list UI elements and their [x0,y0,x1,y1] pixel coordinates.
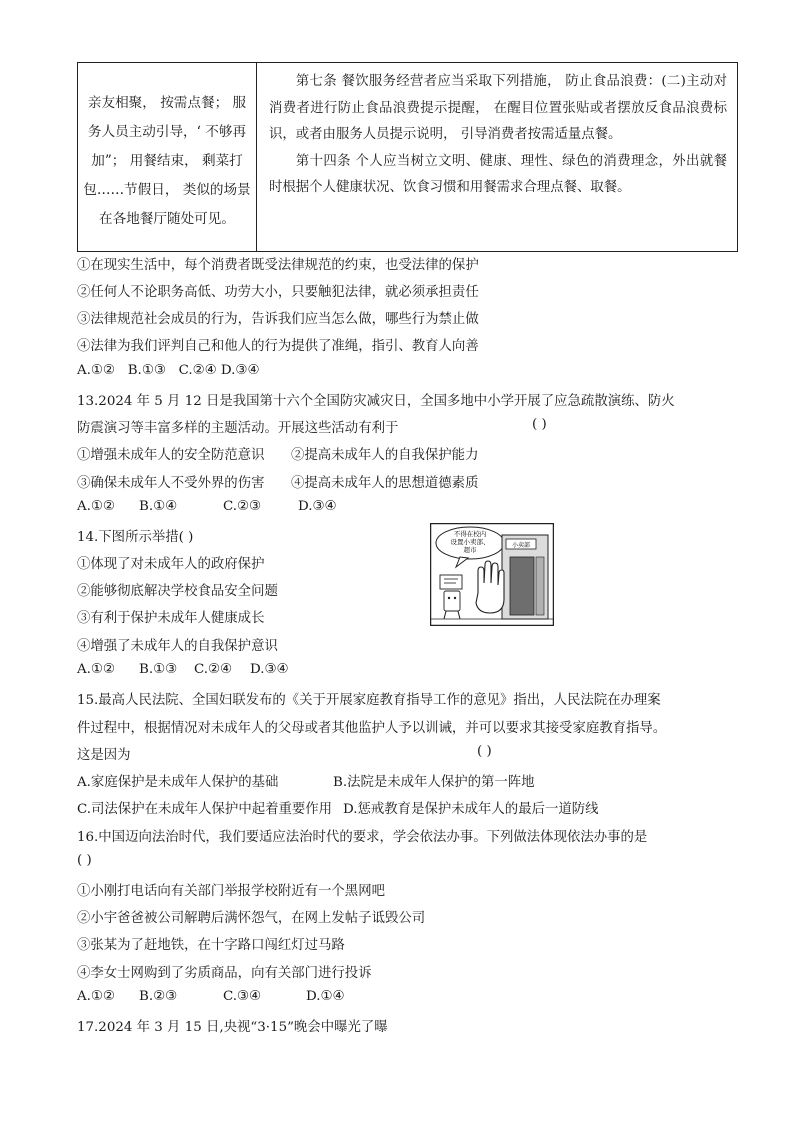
intro-scene-line: 在各地餐厅随处可见。 [99,211,235,227]
q16-stem-line-1: 16.中国迈向法治时代，我们要适应法治时代的要求，学会依法办事。下列做法体现依法办事的是 [77,830,648,845]
q14-option-3: ③有利于保护未成年人健康成长 [77,611,265,626]
q15-choice-d[interactable]: D.惩戒教育是保护未成年人的最后一道防线 [343,802,599,817]
q16-option-2: ②小宇爸爸被公司解聘后满怀怨气，在网上发帖子诋毁公司 [77,911,426,926]
q16-choice-d[interactable]: D.①④ [306,989,345,1004]
q16-choice-a[interactable]: A.①② [77,989,115,1004]
intro-scene-line: 亲友相聚， 按需点餐； 服 [87,95,247,111]
q12-choices [77,363,259,378]
q12-option-3: ③法律规范社会成员的行为，告诉我们应当怎么做，哪些行为禁止做 [77,312,479,327]
q13-stem-line-2: 防震演习等丰富多样的主题活动。开展这些活动有利于 [77,421,399,436]
q13-answer-paren[interactable]: ( ) [532,417,547,432]
q16-option-1: ①小刚打电话向有关部门举报学校附近有一个黑网吧 [77,884,385,899]
q13-choice-a[interactable]: A.①② [77,499,115,514]
intro-law-cell [257,63,738,252]
q15-answer-paren[interactable]: ( ) [477,744,492,759]
q13-option-4: ④提高未成年人的思想道德素质 [291,476,479,491]
law-article-7: 第七条 餐饮服务经营者应当采取下列措施， 防止食品浪费：(二)主动对消费者进行防止食品浪费提示提醒， 在醒目位置张贴或者摆放反食品浪费标识，或者由服务人员提示说明， 引导消费者按需适量点餐。 [269,74,727,142]
q13-option-3: ③确保未成年人不受外界的伤害 [77,476,265,491]
q14-choice-d[interactable]: D.③④ [250,662,289,677]
q15-choice-c[interactable]: C.司法保护在未成年人保护中起着重要作用 [77,802,333,817]
q15-stem-line-3: 这是因为 [77,748,131,763]
q16-option-4: ④李女士网购到了劣质商品，向有关部门进行投诉 [77,966,372,981]
cartoon-bubble-text-2: 设置小卖部、 [450,538,490,546]
q12-choice-a[interactable]: A.①② [77,363,115,378]
intro-scene-cell [78,63,257,252]
q15-stem-line-2: 件过程中，根据情况对未成年人的父母或者其他监护人予以训诫，并可以要求其接受家庭教育指导。 [77,721,667,736]
q15-choice-b[interactable]: B.法院是未成年人保护的第一阵地 [333,775,535,790]
q12-choice-d[interactable]: D.③④ [220,363,260,378]
intro-table [77,62,738,252]
q14-option-2: ②能够彻底解决学校食品安全问题 [77,584,278,599]
q13-option-2: ②提高未成年人的自我保护能力 [291,448,479,463]
cartoon-shop-sign: 小卖部 [511,542,531,549]
q14-choice-a[interactable]: A.①② [77,662,115,677]
q17-stem: 17.2024 年 3 月 15 日,央视“3·15”晚会中曝光了曝 [77,1020,388,1035]
q16-option-3: ③张某为了赶地铁，在十字路口闯红灯过马路 [77,938,345,953]
q13-choice-c[interactable]: C.②③ [223,499,262,514]
q15-choice-a[interactable]: A.家庭保护是未成年人保护的基础 [77,775,279,790]
q13-stem-line-1: 13.2024 年 5 月 12 日是我国第十六个全国防灾减灾日，全国多地中小学开展了应急疏散演练、防火 [77,394,675,409]
q12-option-2: ②任何人不论职务高低、功劳大小，只要触犯法律，就必须承担责任 [77,285,479,300]
q12-option-4: ④法律为我们评判自己和他人的行为提供了准绳，指引、教育人向善 [77,339,479,354]
q15-stem-line-1: 15.最高人民法院、全国妇联发布的《关于开展家庭教育指导工作的意见》指出，人民法院在办理案 [77,693,661,708]
q16-answer-paren[interactable]: ( ) [77,853,92,868]
q14-choice-c[interactable]: C.②④ [194,662,233,677]
cartoon-bubble-text-3: 超市 [463,546,477,554]
q13-choice-b[interactable]: B.①④ [139,499,178,514]
q16-choice-b[interactable]: B.②③ [139,989,178,1004]
q14-choice-b[interactable]: B.①③ [139,662,178,677]
intro-scene-line: 务人员主动引导，‘ 不够再 [87,124,247,140]
q14-cartoon-image [430,523,554,626]
q16-choice-c[interactable]: C.③④ [223,989,262,1004]
q14-stem: 14.下图所示举措( ) [77,530,194,545]
intro-scene-line: 包……节假日， 类似的场景 [83,182,251,198]
cartoon-bubble-text-1: 不得在校内 [453,530,487,538]
q12-choice-b[interactable]: B.①③ [127,363,166,378]
q12-option-1: ①在现实生活中，每个消费者既受法律规范的约束，也受法律的保护 [77,258,479,273]
q14-option-1: ①体现了对未成年人的政府保护 [77,557,265,572]
intro-scene-line: 加”； 用餐结束， 剩菜打 [91,153,243,169]
q12-choice-c[interactable]: C.②④ [178,363,217,378]
q14-option-4: ④增强了未成年人的自我保护意识 [77,639,278,654]
q13-option-1: ①增强未成年人的安全防范意识 [77,448,265,463]
q13-choice-d[interactable]: D.③④ [298,499,337,514]
law-article-14: 第十四条 个人应当树立文明、健康、理性、绿色的消费理念，外出就餐时根据个人健康状况、饮食习惯和用餐需求合理点餐、取餐。 [269,153,727,195]
